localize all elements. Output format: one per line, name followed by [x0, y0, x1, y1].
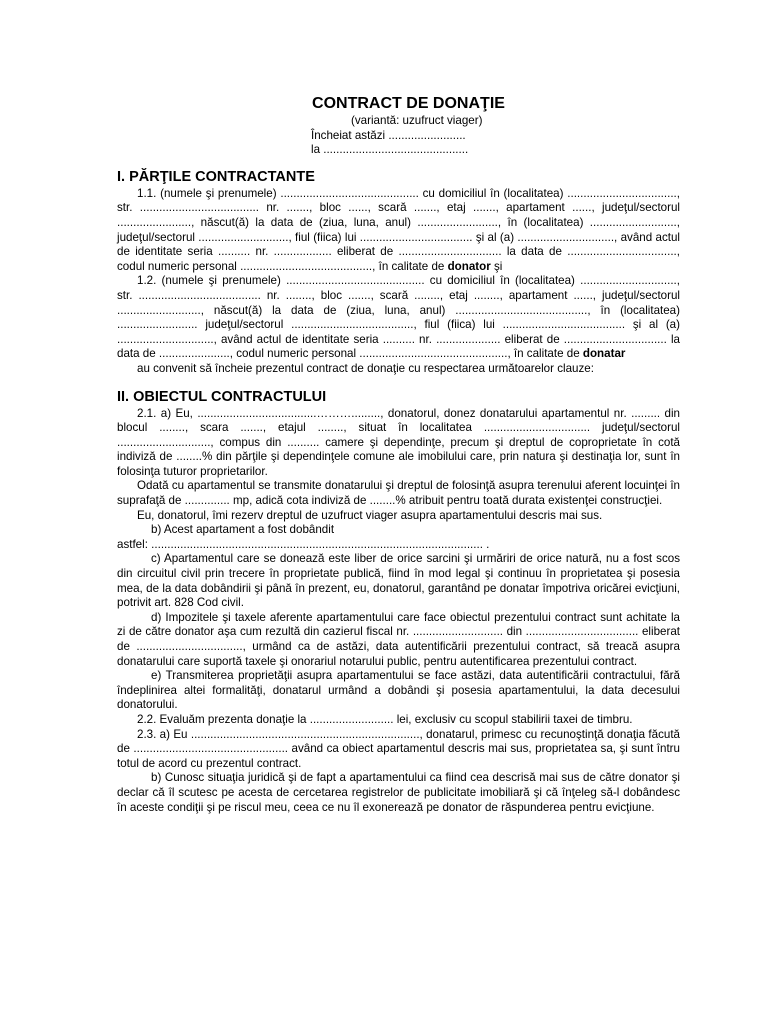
- clause-b-label: b) Acest apartament a fost dobândit: [151, 523, 335, 537]
- concluded-date-line: Încheiat astăzi ........................: [311, 128, 466, 142]
- clause-e: e) Transmiterea proprietăţii asupra apartamentului se face astăzi, data autentificării contractului, fără îndeplinirea altei formalităţi, donatarul urmând a dobândi şi posesia apartamentului, la data decesului donatorului.: [117, 669, 680, 712]
- clause-2-3-a: 2.3. a) Eu ......................................................................., donatarul, primesc cu recunoştinţă donaţia făcută de ................................................ având ca obiect apartamentul descris mai sus, proprietatea sa, şi sunt întru totul de acord cu prezentul contract.: [117, 727, 680, 770]
- donee-role: donatar: [582, 347, 626, 361]
- clause-1-1-text: 1.1. (numele şi prenumele) ........................................... cu domiciliul în (localitatea) .................................., str. ..................................... nr. ......., bloc ......, scară ......., etaj ......., apartament ......, judeţul/sectorul ......................., născut(ă) la data de (ziua, luna, anul) ........................., în (localitatea) ..........................., judeţul/sectorul ............................, fiul (fiica) lui ................................... şi al (a) .............................., având actul de identitate seria .......... nr. .................. eliberat de ................................ la data de .................................., codul numeric personal ........................................., în calitate de: [117, 186, 680, 273]
- concluded-place-line: la .............................................: [311, 143, 469, 157]
- document-title: CONTRACT DE DONAŢIE: [312, 95, 505, 112]
- clause-2-1-a: 2.1. a) Eu, .....................................………........., donatorul, donez donatarului apartamentul nr. ......... din blocul ........, scara ......., etajul ........, situat în localitatea ................................. judeţul/sectorul ............................., compus din .......... camere şi dependinţe, precum şi dreptul de coproprietate în cotă indiviză de ........% din părţile şi dependinţele comune ale imobilului care, prin natura şi destinaţia lor, sunt în folosinţa tuturor proprietarilor.: [117, 406, 680, 478]
- donor-role: donator: [447, 259, 491, 273]
- document-variant: (variantă: uzufruct viager): [351, 114, 483, 127]
- section-1-heading: I. PĂRŢILE CONTRACTANTE: [117, 168, 315, 185]
- clause-2-3-b: b) Cunosc situaţia juridică şi de fapt a apartamentului ca fiind cea descrisă mai sus de către donator şi declar că îl scutesc pe acesta de cercetarea registrelor de publicitate imobiliară şi că înţeleg să-l dobândesc în aceste condiţii şi pe riscul meu, ceea ce nu îl exonerează pe donator de răspunderea pentru evicţiune.: [117, 771, 680, 814]
- clause-1-1: [117, 187, 680, 275]
- clause-usufruct: Eu, donatorul, îmi rezerv dreptul de uzufruct viager asupra apartamentului descris mai sus.: [137, 508, 603, 522]
- clause-1-1-tail: şi: [493, 259, 503, 273]
- clause-2-2: 2.2. Evaluăm prezenta donaţie la .......................... lei, exclusiv cu scopul stabilirii taxei de timbru.: [137, 712, 633, 726]
- section-2-heading: II. OBIECTUL CONTRACTULUI: [117, 388, 327, 405]
- agreement-line: au convenit să încheie prezentul contract de donaţie cu respectarea următoarelor clauze:: [137, 361, 594, 375]
- clause-land-right: Odată cu apartamentul se transmite donatarului şi dreptul de folosinţă asupra terenului aferent locuinţei în suprafaţă de .............. mp, adică cota indiviză de ........% atribuit pentru toată durata existenţei construcţiei.: [117, 479, 680, 508]
- clause-c: c) Apartamentul care se donează este liber de orice sarcini şi urmăriri de orice natură, nu a fost scos din circuitul civil prin trecere în proprietate publică, fiind în mod legal şi continuu în proprietatea şi posesia mea, de la data dobândirii şi până în prezent, eu, donatorul, garantând pe donatar împotriva oricărei evicţiuni, potrivit art. 828 Cod civil.: [117, 552, 680, 610]
- clause-d: d) Impozitele şi taxele aferente apartamentului care face obiectul prezentului contract sunt achitate la zi de către donator aşa cum rezultă din cazierul fiscal nr. ............................ din ................................... eliberat de ................................., urmând ca de astăzi, data autentificării prezentului contract, să treacă asupra donatarului care suportă taxele şi onorariul notarului public, pentru autentificarea prezentului contract.: [117, 610, 680, 668]
- clause-1-2: [117, 274, 680, 362]
- clause-b-acquired: astfel: ....................................................................................................... .: [117, 537, 490, 551]
- clause-1-2-text: 1.2. (numele şi prenumele) ........................................... cu domiciliul în (localitatea) .............................., str. ...................................... nr. ........, bloc ......., scară ........, etaj ........, apartament ......, judeţul/sectorul .........................., născut(ă) la data de (ziua, luna, anul) ........................................., în (localitatea) ......................... judeţul/sectorul ......................................, fiul (fiica) lui ...................................... şi al (a) .............................., având actul de identitate seria .......... nr. .................... eliberat de ................................ la data de ......................, codul numeric personal .............................................., în calitate de: [117, 274, 680, 361]
